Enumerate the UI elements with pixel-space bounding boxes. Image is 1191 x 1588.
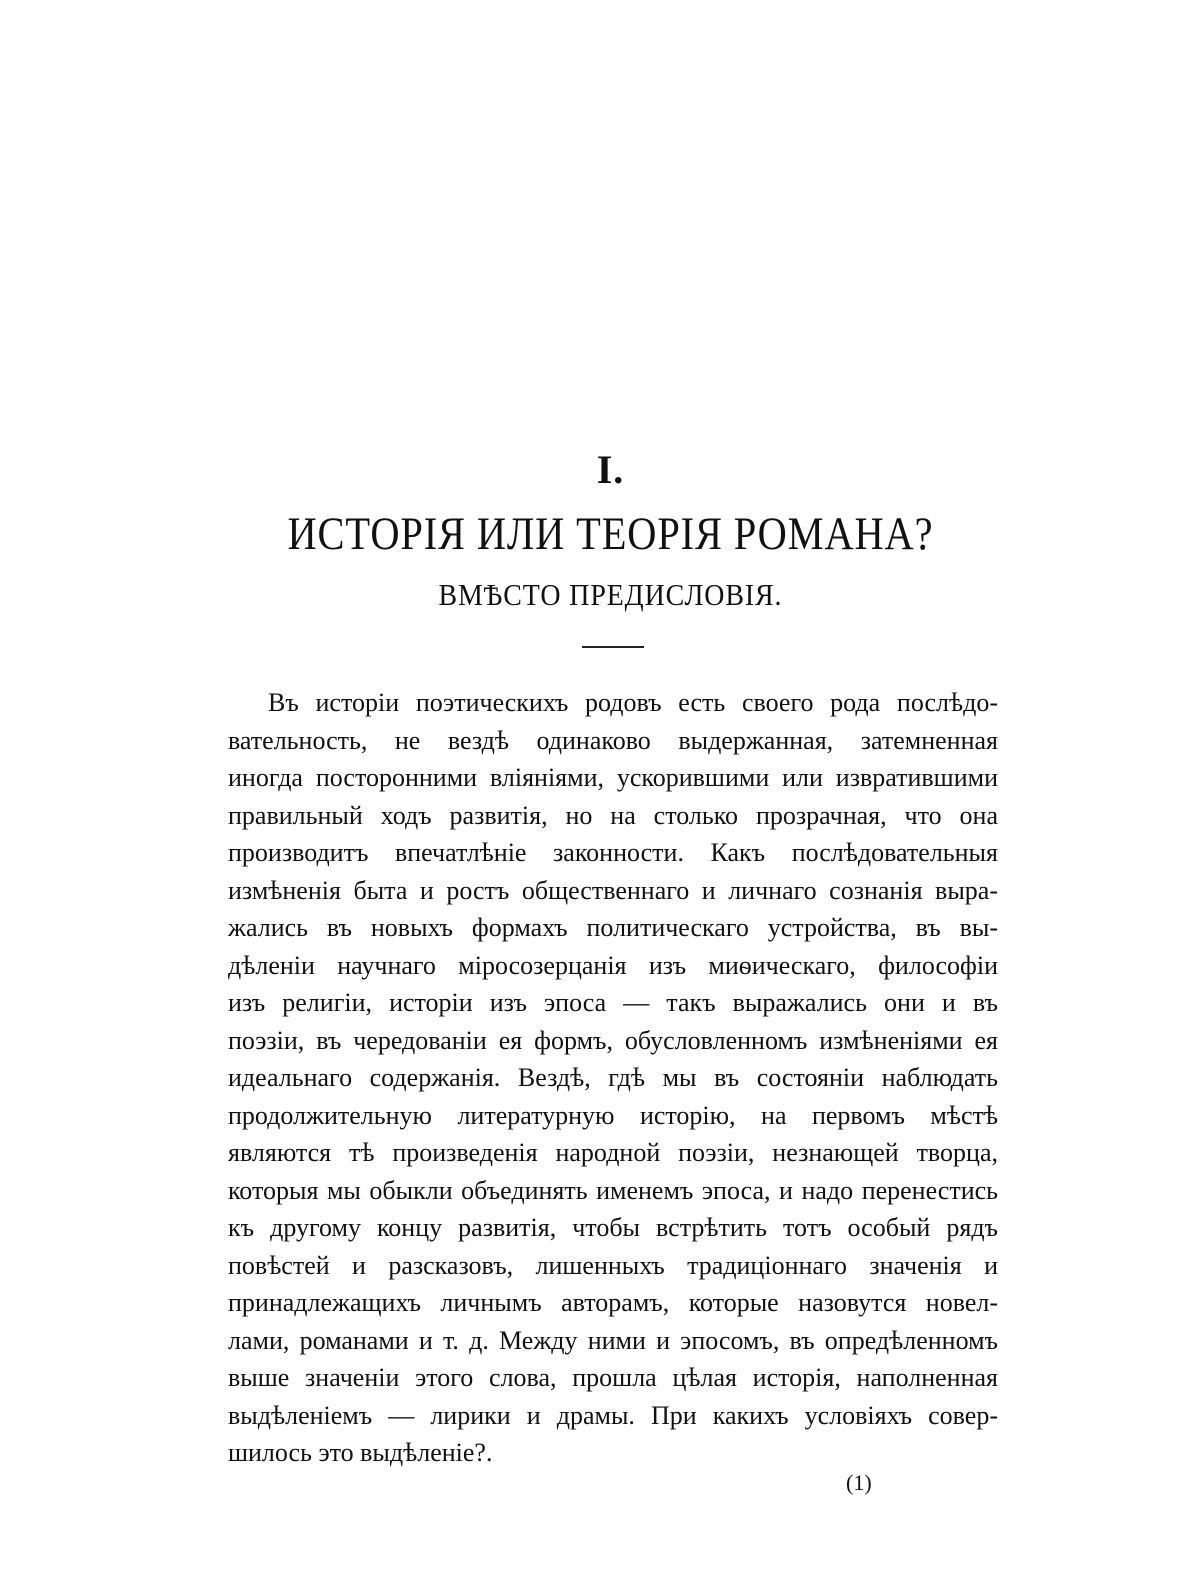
text-line: измѣненія быта и ростъ общественнаго и личнаго сознанія выра- — [228, 875, 998, 905]
text-line: являются тѣ произведенія народной поэзіи, незнающей творца, — [228, 1138, 998, 1167]
text-line: которыя мы обыкли объединять именемъ эпоса, и надо перенестись — [228, 1175, 998, 1205]
text-line: производитъ впечатлѣніе законности. Какъ послѣдовательныя — [228, 838, 998, 867]
text-line: поэзіи, въ чередованіи ея формъ, обусловленномъ измѣненіями ея — [228, 1025, 998, 1055]
text-line: выдѣленіемъ — лирики и драмы. При какихъ условіяхъ совер- — [228, 1400, 998, 1430]
text-line: продолжительную литературную исторію, на первомъ мѣстѣ — [228, 1100, 998, 1130]
text-line: повѣстей и разсказовъ, лишенныхъ традиціоннаго значенія и — [228, 1250, 998, 1280]
chapter-title: ИСТОРІЯ ИЛИ ТЕОРІЯ РОМАНА? — [287, 508, 934, 560]
body-paragraph — [228, 684, 998, 1472]
text-line: иногда посторонними вліяніями, ускорившими или извратившими — [228, 763, 998, 792]
section-divider — [582, 646, 644, 648]
text-line: жались въ новыхъ формахъ политическаго устройства, въ вы- — [228, 913, 998, 942]
text-line: вательность, не вездѣ одинаково выдержанная, затемненная — [228, 725, 998, 755]
text-line: шилось это выдѣленіе?. — [228, 1438, 493, 1467]
text-line: принадлежащихъ личнымъ авторамъ, которые назовутся новел- — [228, 1288, 998, 1317]
text-line: выше значеніи этого слова, прошла цѣлая исторія, наполненная — [228, 1363, 998, 1392]
text-line: Въ исторіи поэтическихъ родовъ есть своего рода послѣдо- — [268, 688, 998, 717]
page-number: (1) — [846, 1470, 872, 1495]
text-line: дѣленіи научнаго міросозерцанія изъ миѳическаго, философіи — [228, 950, 998, 980]
text-line: изъ религіи, исторіи изъ эпоса — такъ выражались они и въ — [228, 988, 998, 1017]
text-line: идеальнаго содержанія. Вездѣ, гдѣ мы въ состояніи наблюдать — [228, 1063, 998, 1092]
text-line: къ другому концу развитія, чтобы встрѣтить тотъ особый рядъ — [228, 1213, 998, 1242]
chapter-number: I. — [596, 447, 625, 492]
text-line: лами, романами и т. д. Между ними и эпосомъ, въ опредѣленномъ — [228, 1325, 998, 1355]
text-line: правильный ходъ развитія, но на столько прозрачная, что она — [228, 800, 998, 830]
chapter-subtitle: ВМѢСТО ПРЕДИСЛОВІЯ. — [438, 577, 783, 612]
